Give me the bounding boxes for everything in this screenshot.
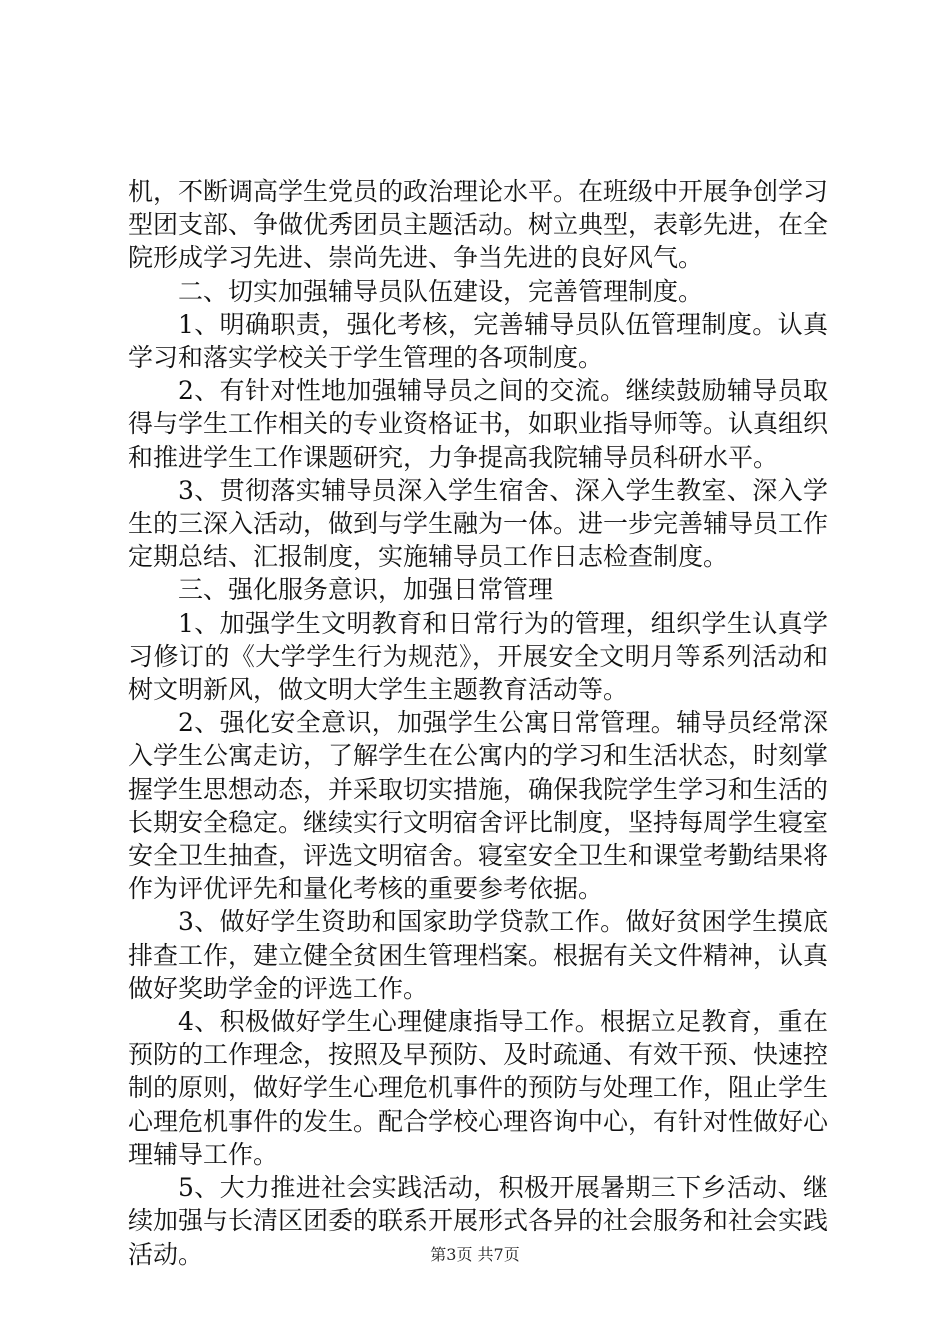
paragraph-2-3: 3、贯彻落实辅导员深入学生宿舍、深入学生教室、深入学生的三深入活动，做到与学生融为一体。进一步完善辅导员工作定期总结、汇报制度，实施辅导员工作日志检查制度。 <box>128 475 829 572</box>
paragraph-3-1: 1、加强学生文明教育和日常行为的管理，组织学生认真学习修订的《大学学生行为规范》，开展安全文明月等系列活动和树文明新风，做文明大学生主题教育活动等。 <box>128 608 828 705</box>
section-heading-3: 三、强化服务意识，加强日常管理 <box>178 575 554 605</box>
document-body <box>128 175 828 1271</box>
paragraph-2-2: 2、有针对性地加强辅导员之间的交流。继续鼓励辅导员取得与学生工作相关的专业资格证书，如职业指导师等。认真组织和推进学生工作课题研究，力争提高我院辅导员科研水平。 <box>128 376 829 472</box>
paragraph-3-2: 2、强化安全意识，加强学生公寓日常管理。辅导员经常深入学生公寓走访，了解学生在公寓内的学习和生活状态，时刻掌握学生思想动态，并采取切实措施，确保我院学生学习和生活的长期安全稳定。继续实行文明宿舍评比制度，坚持每周学生寝室安全卫生抽查，评选文明宿舍。寝室安全卫生和课堂考勤结果将作为评优评先和量化考核的重要参考依据。 <box>128 708 829 904</box>
paragraph-continuation: 机，不断调高学生党员的政治理论水平。在班级中开展争创学习型团支部、争做优秀团员主题活动。树立典型，表彰先进，在全院形成学习先进、崇尚先进、争当先进的良好风气。 <box>128 177 829 273</box>
paragraph-3-5: 5、大力推进社会实践活动，积极开展暑期三下乡活动、继续加强与长清区团委的联系开展形式各异的社会服务和社会实践活动。 <box>128 1173 829 1269</box>
paragraph-3-3: 3、做好学生资助和国家助学贷款工作。做好贫困学生摸底排查工作，建立健全贫困生管理档案。根据有关文件精神，认真做好奖助学金的评选工作。 <box>128 907 829 1003</box>
page-number-footer: 第3页 共7页 <box>430 1245 520 1264</box>
paragraph-3-4: 4、积极做好学生心理健康指导工作。根据立足教育，重在预防的工作理念，按照及早预防、及时疏通、有效干预、快速控制的原则，做好学生心理危机事件的预防与处理工作，阻止学生心理危机事件的发生。配合学校心理咨询中心，有针对性做好心理辅导工作。 <box>128 1007 829 1169</box>
section-heading-2: 二、切实加强辅导员队伍建设，完善管理制度。 <box>178 276 704 306</box>
paragraph-2-1: 1、明确职责，强化考核，完善辅导员队伍管理制度。认真学习和落实学校关于学生管理的各项制度。 <box>128 309 828 373</box>
